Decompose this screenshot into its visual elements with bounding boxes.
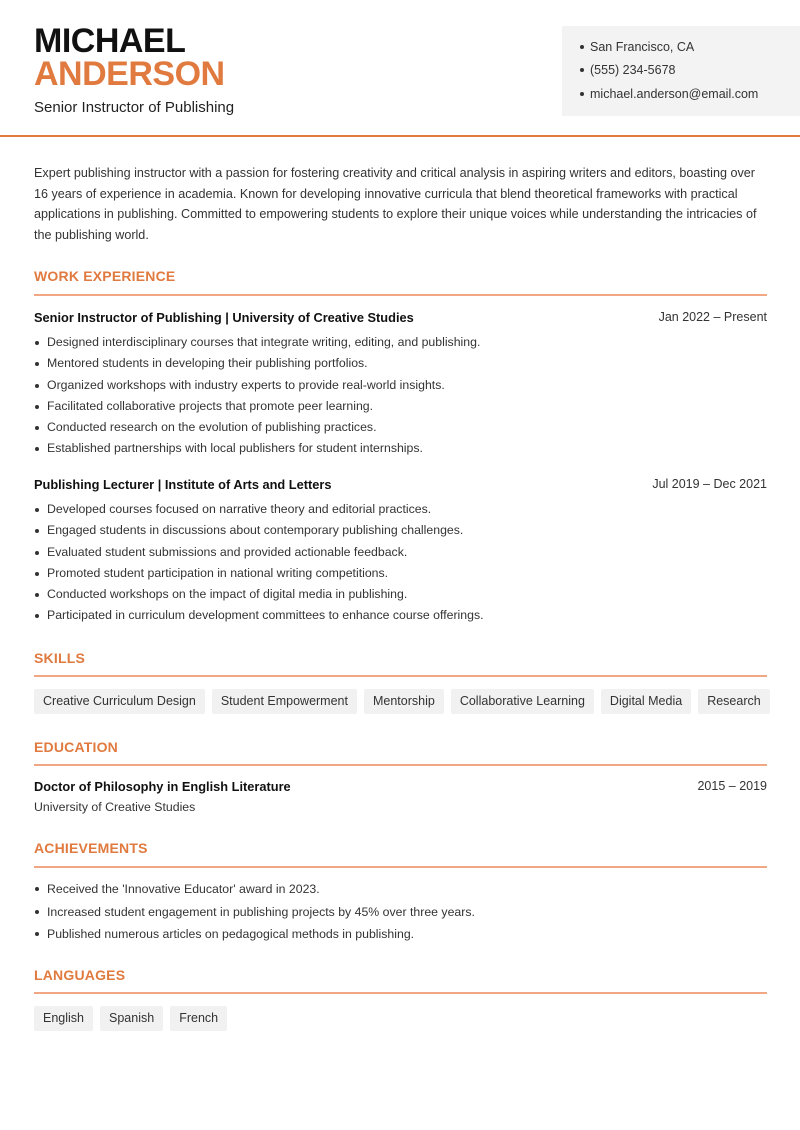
list-item: Published numerous articles on pedagogical methods in publishing. (34, 923, 769, 946)
contact-location: San Francisco, CA (580, 40, 694, 54)
job-heading: Publishing Lecturer | Institute of Arts and Letters (34, 477, 332, 492)
list-item: Facilitated collaborative projects that promote peer learning. (34, 396, 769, 417)
languages-title: LANGUAGES (34, 967, 126, 983)
list-item: Designed interdisciplinary courses that integrate writing, editing, and publishing. (34, 332, 769, 353)
education-degree: Doctor of Philosophy in English Literature (34, 779, 291, 794)
skill-tag: Research (698, 689, 770, 714)
skill-tag: Digital Media (601, 689, 691, 714)
summary: Expert publishing instructor with a passion for fostering creativity and critical analysis in aspiring writers and editors, boasting over 16 years of experience in academia. Known for developing innovative curricula that blend theoretical frameworks with practical applications in publishing. Committed to empowering students to explore their unique voices while understanding the intricacies of the publishing world. (34, 166, 757, 243)
language-tag: Spanish (100, 1006, 163, 1031)
skill-tag: Student Empowerment (212, 689, 357, 714)
list-item: Conducted workshops on the impact of digital media in publishing. (34, 584, 769, 605)
list-item: Received the 'Innovative Educator' award in 2023. (34, 878, 769, 901)
achievements-title: ACHIEVEMENTS (34, 840, 148, 856)
job-bullets (34, 499, 769, 627)
education-school: University of Creative Studies (34, 800, 196, 814)
first-name: MICHAEL (34, 22, 186, 60)
list-item: Participated in curriculum development committees to enhance course offerings. (34, 605, 769, 626)
list-item: Evaluated student submissions and provided actionable feedback. (34, 542, 769, 563)
job-dates: Jul 2019 – Dec 2021 (652, 477, 767, 491)
languages-divider (34, 992, 767, 994)
contact-phone: (555) 234-5678 (580, 63, 675, 77)
list-item: Promoted student participation in national writing competitions. (34, 563, 769, 584)
contact-box (562, 26, 800, 116)
work-experience-title: WORK EXPERIENCE (34, 268, 176, 284)
list-item: Developed courses focused on narrative theory and editorial practices. (34, 499, 769, 520)
job-bullets (34, 332, 769, 460)
list-item: Organized workshops with industry experts to provide real-world insights. (34, 375, 769, 396)
list-item: Increased student engagement in publishing projects by 45% over three years. (34, 901, 769, 924)
language-tags (34, 1006, 227, 1031)
skill-tag: Creative Curriculum Design (34, 689, 205, 714)
skill-tag: Collaborative Learning (451, 689, 594, 714)
achievement-bullets (34, 878, 769, 946)
last-name: ANDERSON (34, 55, 225, 93)
education-dates: 2015 – 2019 (697, 779, 767, 793)
list-item: Established partnerships with local publishers for student internships. (34, 438, 769, 459)
job-title: Senior Instructor of Publishing (34, 99, 235, 116)
skills-title: SKILLS (34, 650, 85, 666)
resume-header (0, 0, 800, 137)
skill-tag: Mentorship (364, 689, 444, 714)
education-divider (34, 764, 767, 766)
language-tag: English (34, 1006, 93, 1031)
contact-email[interactable]: michael.anderson@email.com (580, 87, 758, 101)
achievements-divider (34, 866, 767, 868)
list-item: Conducted research on the evolution of publishing practices. (34, 417, 769, 438)
language-tag: French (170, 1006, 227, 1031)
skills-divider (34, 675, 767, 677)
job-heading: Senior Instructor of Publishing | University of Creative Studies (34, 310, 414, 325)
list-item: Engaged students in discussions about contemporary publishing challenges. (34, 520, 769, 541)
job-dates: Jan 2022 – Present (658, 310, 767, 324)
work-experience-divider (34, 294, 767, 296)
skills-tags (34, 689, 770, 714)
list-item: Mentored students in developing their publishing portfolios. (34, 353, 769, 374)
education-title: EDUCATION (34, 739, 118, 755)
